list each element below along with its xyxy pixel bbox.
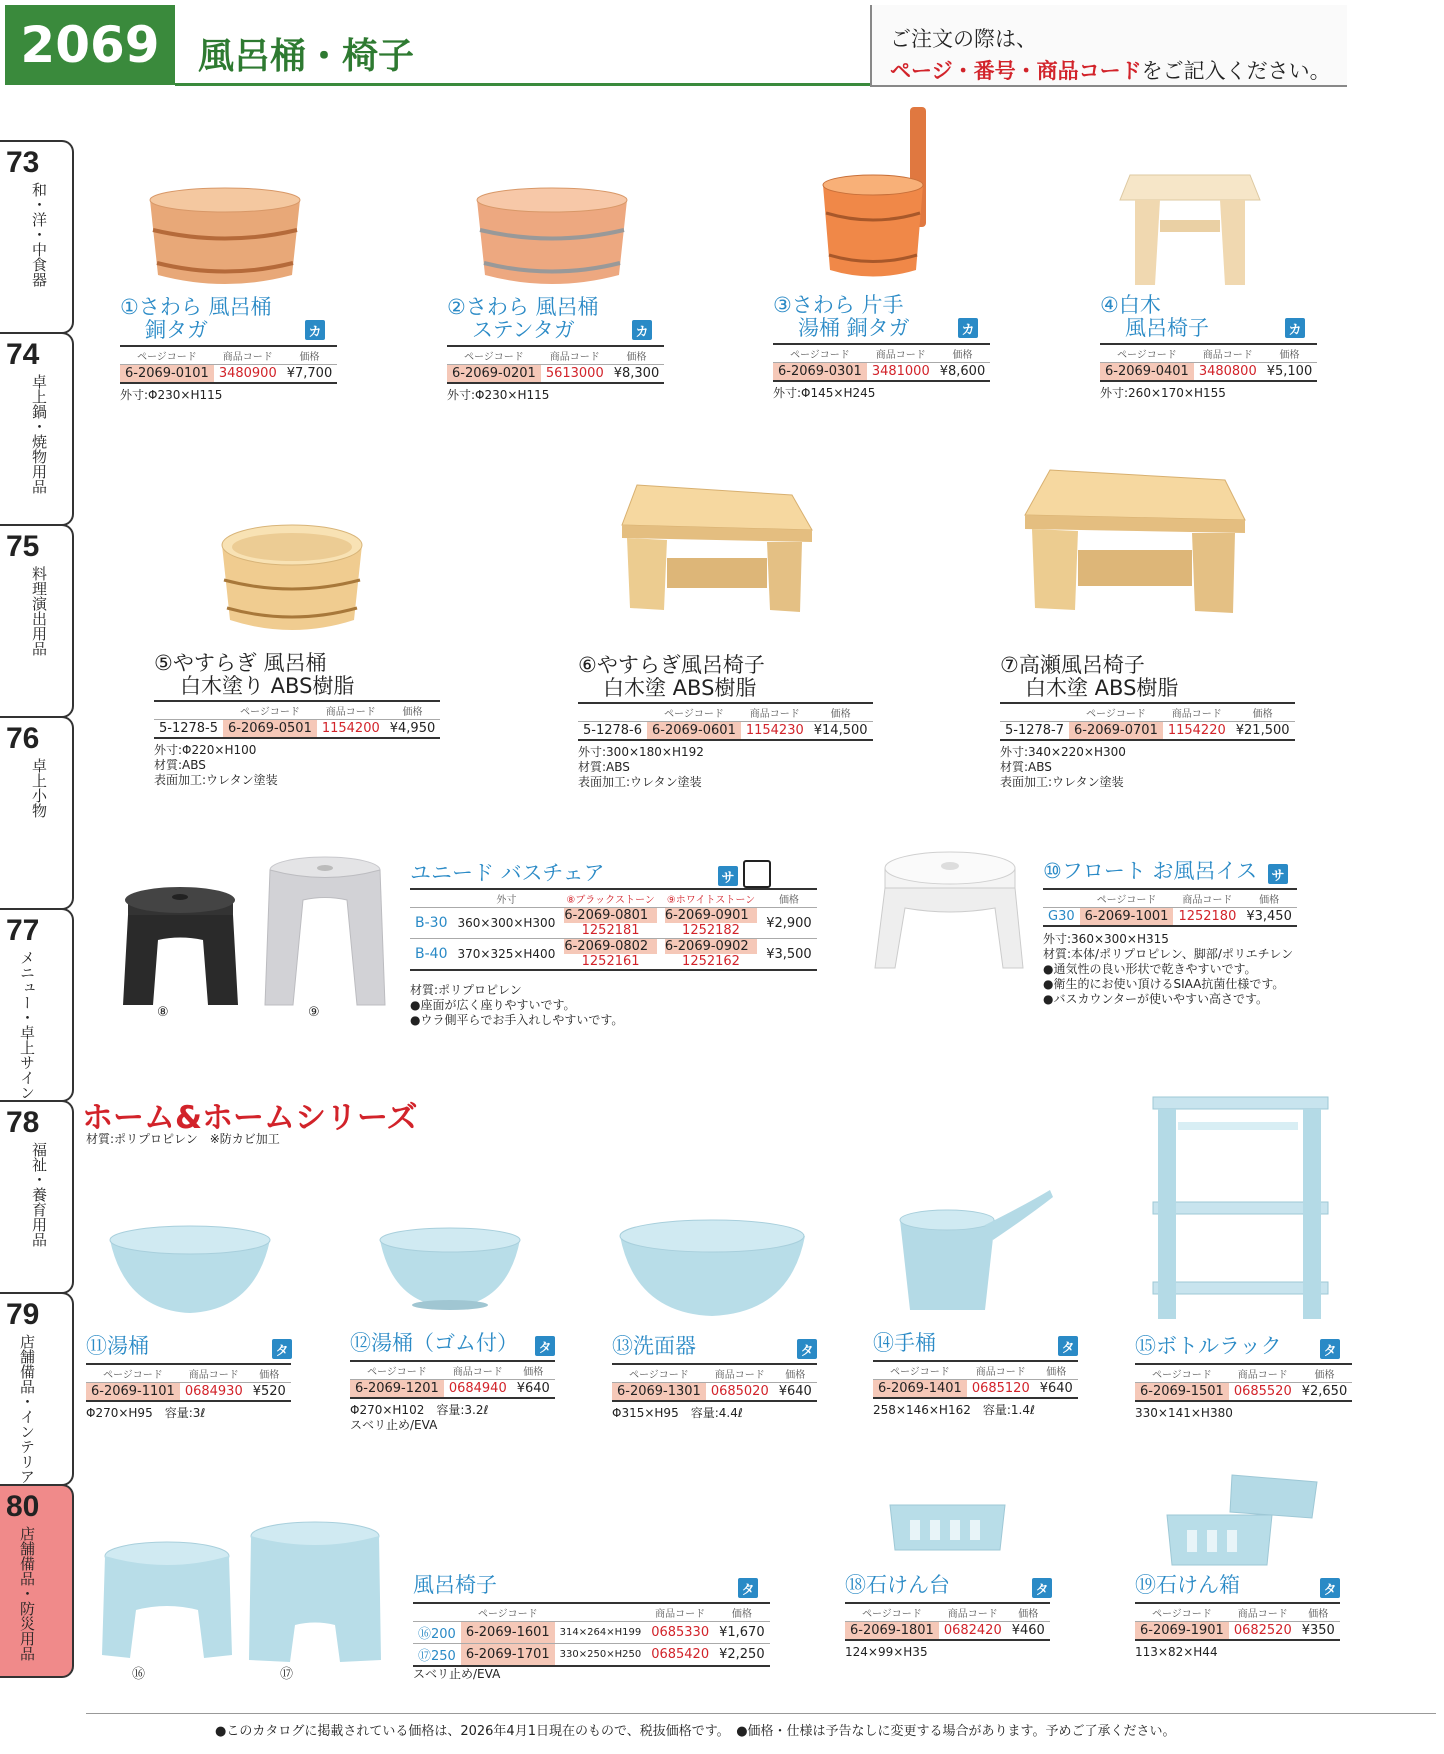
header-product-code: 商品コード — [214, 346, 282, 365]
price: ¥350 — [1297, 1622, 1340, 1641]
reference-code: 5-1278-7 — [1000, 722, 1069, 741]
soap-dish-image — [885, 1495, 1010, 1560]
page-title: 風呂桶・椅子 — [198, 36, 415, 77]
header-page-code: ページコード — [647, 703, 741, 722]
footer-notes — [215, 1720, 1176, 1739]
product-14-title: ⑭手桶 — [873, 1331, 936, 1355]
price: ¥21,500 — [1231, 722, 1295, 741]
yasuragi-stool-image — [612, 480, 812, 615]
price: ¥520 — [248, 1383, 291, 1402]
page-code: 6-2069-1601 — [461, 1622, 555, 1644]
product-code: 0684930 — [180, 1383, 248, 1402]
product-2-title: ②さわら 風呂桶 — [447, 295, 599, 319]
tab-number: 78 — [6, 1106, 40, 1139]
float-bath-chair-image — [875, 848, 1025, 978]
header-price: 価格 — [935, 344, 991, 363]
header-price: 価格 — [774, 1364, 817, 1383]
reference-code: 5-1278-5 — [154, 720, 223, 739]
tab-number: 77 — [6, 914, 40, 947]
product-code: 0684940 — [444, 1380, 512, 1399]
product-4-info: 外寸:260×170×H155 — [1100, 386, 1226, 400]
sidebar-tab-73[interactable] — [0, 140, 74, 334]
product-6-title: ⑥やすらぎ風呂椅子 — [578, 653, 765, 677]
size: 360×300×H300 — [452, 908, 560, 939]
tab-label: 卓上小物 — [30, 758, 48, 818]
float-chair-spec-table — [1043, 888, 1297, 927]
unid-title: ユニード バスチェア — [410, 861, 605, 885]
header-page-code: ページコード — [1135, 1364, 1229, 1383]
label-8: ⑧ — [157, 1005, 169, 1020]
supplier-badge: タ — [738, 1578, 758, 1598]
product-code: 0685520 — [1229, 1383, 1297, 1402]
product-14-spec-table — [873, 1360, 1078, 1399]
label-16: ⑯ — [132, 1667, 146, 1682]
header-page-code: ページコード — [1135, 1603, 1229, 1622]
header-product-code: 商品コード — [1229, 1603, 1297, 1622]
model-b30: B-30 — [410, 908, 452, 939]
sidebar-tab-74[interactable] — [0, 332, 74, 526]
product-1-subtitle: 銅タガ — [145, 318, 208, 342]
feature: ●通気性の良い形状で乾きやすいです。 — [1043, 962, 1257, 976]
page-code: 6-2069-0701 — [1069, 722, 1163, 741]
product-6-subtitle: 白木塗 ABS樹脂 — [603, 676, 757, 700]
series-subtitle: 材質:ポリプロピレン ※防カビ加工 — [86, 1132, 280, 1146]
page-code: 6-2069-0201 — [447, 365, 541, 384]
white-codes — [661, 908, 761, 939]
product-4-subtitle: 風呂椅子 — [1125, 316, 1209, 340]
header-price: 価格 — [385, 701, 441, 720]
header-price: 価格 — [1297, 1603, 1340, 1622]
product-code: 0682420 — [939, 1622, 1007, 1641]
product-1-info: 外寸:Φ230×H115 — [120, 388, 223, 402]
product-4-title: ④白木 — [1100, 293, 1161, 317]
product-7-spec-table — [1000, 702, 1295, 741]
page-code: 6-2069-0802 — [564, 939, 656, 954]
product-5-subtitle: 白木塗り ABS樹脂 — [180, 674, 355, 698]
header-page-code: ページコード — [612, 1364, 706, 1383]
bottle-rack-image — [1148, 1092, 1333, 1322]
page-code: 6-2069-0401 — [1100, 363, 1194, 382]
header-price: 価格 — [1241, 889, 1297, 908]
header-rule — [175, 83, 875, 86]
tab-label: 福祉・養育用品 — [30, 1142, 48, 1247]
sidebar-tab-77[interactable] — [0, 908, 74, 1102]
model-b40: B-40 — [410, 939, 452, 971]
footer-rule — [86, 1713, 1436, 1714]
anti-slip: スベリ止め/EVA — [350, 1418, 438, 1432]
model: G30 — [1043, 908, 1080, 927]
sidebar-tab-76[interactable] — [0, 716, 74, 910]
product-6-info — [578, 745, 704, 790]
black-stone-chair-image — [118, 885, 243, 1015]
header-page-code: ページコード — [773, 344, 867, 363]
price: ¥2,250 — [714, 1644, 770, 1667]
tab-number: 79 — [6, 1298, 40, 1331]
product-11-title: ⑪湯桶 — [86, 1334, 149, 1358]
product-code: 1154220 — [1163, 722, 1231, 741]
product-7-title: ⑦高瀬風呂椅子 — [1000, 653, 1145, 677]
page-code: 6-2069-0801 — [564, 908, 656, 923]
product-13-info: Φ315×H95 容量:4.4ℓ — [612, 1406, 743, 1420]
supplier-badge: タ — [797, 1339, 817, 1359]
page-code: 6-2069-0301 — [773, 363, 867, 382]
header-price: 価格 — [609, 346, 665, 365]
page-code: 6-2069-1801 — [845, 1622, 939, 1641]
size: 370×325×H400 — [452, 939, 560, 971]
supplier-badge: タ — [272, 1339, 292, 1359]
header-product-code: 商品コード — [1229, 1364, 1297, 1383]
product-18-title: ⑱石けん台 — [845, 1573, 950, 1597]
product-2-info: 外寸:Φ230×H115 — [447, 388, 550, 402]
notice-line1: ご注文の際は、 — [890, 27, 1037, 51]
product-code: 1154200 — [317, 720, 385, 739]
header-page-code: ページコード — [120, 346, 214, 365]
price: ¥2,650 — [1297, 1383, 1353, 1402]
product-15-info: 330×141×H380 — [1135, 1406, 1233, 1420]
antibacterial-icon — [743, 860, 771, 888]
header-price: 価格 — [714, 1603, 770, 1622]
price: ¥1,670 — [714, 1622, 770, 1644]
header-product-code: 商品コード — [180, 1364, 248, 1383]
price: ¥4,950 — [385, 720, 441, 739]
header-price: 価格 — [1035, 1361, 1078, 1380]
white-wood-stool-image — [1115, 165, 1265, 290]
header-product-code: 商品コード — [967, 1361, 1035, 1380]
header-price: 価格 — [1007, 1603, 1050, 1622]
product-code: 3480900 — [214, 365, 282, 384]
header-price: 価格 — [1297, 1364, 1353, 1383]
product-18-info: 124×99×H35 — [845, 1645, 928, 1659]
header-page-code: ページコード — [1080, 889, 1174, 908]
price: ¥3,500 — [761, 939, 817, 971]
product-code: 0685330 — [646, 1622, 714, 1644]
feature: ●バスカウンターが使いやすい高さです。 — [1043, 992, 1269, 1006]
sawara-hand-pail-image — [818, 105, 938, 285]
price: ¥640 — [512, 1380, 555, 1399]
bath-stool-spec-table — [413, 1602, 770, 1667]
product-2-subtitle: ステンタガ — [472, 318, 575, 342]
senmenki-image — [615, 1218, 810, 1318]
page-code: 6-2069-0501 — [223, 720, 317, 739]
model-250: ⑰250 — [413, 1644, 461, 1667]
product-5-spec-table — [154, 700, 440, 739]
supplier-badge: タ — [1320, 1578, 1340, 1598]
page-code: 6-2069-1701 — [461, 1644, 555, 1667]
product-code: 0685120 — [967, 1380, 1035, 1399]
header-product-code: 商品コード — [317, 701, 385, 720]
price: ¥8,600 — [935, 363, 991, 382]
header-black: ⑧ブラックストーン — [560, 889, 660, 908]
supplier-badge: タ — [1032, 1578, 1052, 1598]
bath-stool-200-image — [100, 1540, 235, 1665]
float-chair-info — [1043, 932, 1293, 1007]
product-11-info: Φ270×H95 容量:3ℓ — [86, 1406, 206, 1420]
tab-number: 73 — [6, 146, 40, 179]
product-18-spec-table — [845, 1602, 1050, 1641]
product-2-spec-table — [447, 345, 664, 384]
finish: 表面加工:ウレタン塗装 — [1000, 775, 1124, 789]
product-7-subtitle: 白木塗 ABS樹脂 — [1025, 676, 1179, 700]
product-12-info — [350, 1403, 488, 1433]
page-code: 6-2069-1401 — [873, 1380, 967, 1399]
product-19-info: 113×82×H44 — [1135, 1645, 1218, 1659]
page-code: 6-2069-0901 — [665, 908, 757, 923]
white-stone-chair-image — [265, 855, 385, 1015]
header-product-code: 商品コード — [867, 344, 935, 363]
header-product-code: 商品コード — [1194, 344, 1262, 363]
product-code: 3480800 — [1194, 363, 1262, 382]
page-code: 6-2069-0902 — [665, 939, 757, 954]
product-3-spec-table — [773, 343, 990, 382]
page-code: 6-2069-1501 — [1135, 1383, 1229, 1402]
tab-label: 和・洋・中食器 — [30, 182, 48, 287]
page-code: 6-2069-1101 — [86, 1383, 180, 1402]
price: ¥5,100 — [1262, 363, 1318, 382]
header-price: 価格 — [512, 1361, 555, 1380]
header-price: 価格 — [809, 703, 873, 722]
tab-number: 76 — [6, 722, 40, 755]
sawara-bath-tub-steel-image — [472, 185, 632, 290]
header-product-code: 商品コード — [706, 1364, 774, 1383]
supplier-badge: サ — [1268, 864, 1288, 884]
float-chair-title: ⑩フロート お風呂イス — [1043, 859, 1258, 883]
black-codes — [560, 939, 660, 971]
tab-number: 75 — [6, 530, 40, 563]
header-product-code: 商品コード — [741, 703, 809, 722]
price: ¥2,900 — [761, 908, 817, 939]
model-200: ⑯200 — [413, 1622, 461, 1644]
yuoke-image — [105, 1225, 275, 1315]
header-product-code: 商品コード — [1163, 703, 1231, 722]
product-5-title: ⑤やすらぎ 風呂桶 — [154, 651, 327, 675]
feature: ●ウラ側平らでお手入れしやすいです。 — [410, 1013, 624, 1027]
product-1-spec-table — [120, 345, 337, 384]
price: ¥640 — [1035, 1380, 1078, 1399]
notice-rest: をご記入ください。 — [1141, 59, 1331, 83]
product-13-spec-table — [612, 1363, 817, 1402]
sawara-bath-tub-copper-image — [145, 185, 305, 290]
tab-label: メニュー・卓上サイン — [18, 950, 36, 1100]
product-4-spec-table — [1100, 343, 1317, 382]
page-code: 6-2069-1901 — [1135, 1622, 1229, 1641]
header-price: 価格 — [761, 889, 817, 908]
material: 材質:ポリプロピレン — [410, 983, 522, 997]
page-code: 6-2069-1001 — [1080, 908, 1174, 927]
supplier-badge: サ — [718, 866, 738, 886]
header-product-code: 商品コード — [444, 1361, 512, 1380]
product-code: 0685420 — [646, 1644, 714, 1667]
size: Φ270×H102 容量:3.2ℓ — [350, 1403, 489, 1417]
header-price: 価格 — [1262, 344, 1318, 363]
size: 外寸:360×300×H315 — [1043, 932, 1169, 946]
material: 材質:ABS — [154, 758, 206, 772]
header-page-code: ページコード — [350, 1361, 444, 1380]
yasuragi-bath-tub-image — [218, 520, 366, 640]
price: ¥7,700 — [282, 365, 338, 384]
header-page-code: ページコード — [1100, 344, 1194, 363]
bath-stool-250-image — [245, 1520, 385, 1670]
unid-info — [410, 983, 623, 1028]
product-code: 5613000 — [541, 365, 609, 384]
product-code: 1252182 — [682, 923, 740, 938]
footer-note-price: ●このカタログに掲載されている価格は、2026年4月1日現在のもので、税抜価格です。 — [215, 1724, 724, 1739]
label-9: ⑨ — [308, 1005, 320, 1020]
takase-stool-image — [1020, 465, 1245, 615]
label-17: ⑰ — [280, 1667, 294, 1682]
black-codes — [560, 908, 660, 939]
header-page-code: ページコード — [845, 1603, 939, 1622]
size: 外寸:340×220×H300 — [1000, 745, 1126, 759]
product-15-title: ⑮ボトルラック — [1135, 1334, 1282, 1358]
series-title: ホーム&ホームシリーズ — [82, 1100, 418, 1136]
price: ¥8,300 — [609, 365, 665, 384]
tab-number: 74 — [6, 338, 40, 371]
header-page-code: ページコード — [447, 346, 541, 365]
finish: 表面加工:ウレタン塗装 — [154, 773, 278, 787]
header-white: ⑨ホワイトストーン — [661, 889, 761, 908]
price: ¥3,450 — [1241, 908, 1297, 927]
tab-label: 料理演出用品 — [30, 566, 48, 656]
notice-highlight: ページ・番号・商品コード — [890, 59, 1142, 83]
material: 材質:ABS — [1000, 760, 1052, 774]
header-page-code: ページコード — [223, 701, 317, 720]
size: 外寸:300×180×H192 — [578, 745, 704, 759]
supplier-badge: タ — [1320, 1339, 1340, 1359]
header-product-code: 商品コード — [646, 1603, 714, 1622]
product-code: 0682520 — [1229, 1622, 1297, 1641]
product-5-info — [154, 743, 278, 788]
product-3-title: ③さわら 片手 — [773, 293, 904, 317]
size: 314×264×H199 — [555, 1622, 647, 1644]
unid-spec-table — [410, 888, 817, 971]
header-price: 価格 — [1231, 703, 1295, 722]
product-12-title: ⑫湯桶（ゴム付） — [350, 1331, 518, 1355]
header-outer: 外寸 — [452, 889, 560, 908]
product-code: 1252181 — [581, 923, 640, 938]
header-product-code: 商品コード — [939, 1603, 1007, 1622]
white-codes — [661, 939, 761, 971]
feature: ●衛生的にお使い頂けるSIAA抗菌仕様です。 — [1043, 977, 1285, 991]
product-12-spec-table — [350, 1360, 555, 1399]
header-page-code: ページコード — [461, 1603, 555, 1622]
teoke-image — [895, 1185, 1055, 1315]
product-3-subtitle: 湯桶 銅タガ — [798, 316, 910, 340]
sidebar-tab-79[interactable] — [0, 1292, 74, 1486]
product-code: 1252161 — [581, 954, 640, 969]
price: ¥460 — [1007, 1622, 1050, 1641]
bath-stool-info: スベリ止め/EVA — [413, 1667, 501, 1681]
price: ¥640 — [774, 1383, 817, 1402]
product-13-title: ⑬洗面器 — [612, 1334, 696, 1358]
material: 材質:本体/ポリプロピレン、脚部/ポリエチレン — [1043, 947, 1294, 961]
product-19-title: ⑲石けん箱 — [1135, 1573, 1240, 1597]
reference-code: 5-1278-6 — [578, 722, 647, 741]
tab-number: 80 — [6, 1490, 40, 1523]
price: ¥14,500 — [809, 722, 873, 741]
product-1-title: ①さわら 風呂桶 — [120, 295, 272, 319]
header-product-code: 商品コード — [541, 346, 609, 365]
product-15-spec-table — [1135, 1363, 1352, 1402]
supplier-badge: タ — [535, 1336, 555, 1356]
product-code: 1252162 — [682, 954, 740, 969]
page-code: 6-2069-1301 — [612, 1383, 706, 1402]
product-6-spec-table — [578, 702, 873, 741]
tab-label: 店舗備品・インテリア — [18, 1334, 36, 1484]
soap-box-image — [1162, 1470, 1322, 1570]
product-7-info — [1000, 745, 1126, 790]
page-code: 6-2069-0101 — [120, 365, 214, 384]
page-code: 6-2069-0601 — [647, 722, 741, 741]
product-code: 1154230 — [741, 722, 809, 741]
notice-line2 — [890, 55, 1331, 85]
product-19-spec-table — [1135, 1602, 1340, 1641]
header-price: 価格 — [248, 1364, 291, 1383]
product-code: 1252180 — [1173, 908, 1241, 927]
footer-note-spec: ●価格・仕様は予告なしに変更する場合があります。予めご了承ください。 — [736, 1724, 1176, 1739]
feature: ●座面が広く座りやすいです。 — [410, 998, 576, 1012]
sidebar-tab-75[interactable] — [0, 524, 74, 718]
tab-label: 卓上鍋・焼物用品 — [30, 374, 48, 494]
product-14-info: 258×146×H162 容量:1.4ℓ — [873, 1403, 1035, 1417]
header-page-code: ページコード — [873, 1361, 967, 1380]
sidebar-tab-80[interactable] — [0, 1484, 74, 1678]
header-price: 価格 — [282, 346, 338, 365]
header-page-code: ページコード — [1069, 703, 1163, 722]
material: 材質:ABS — [578, 760, 630, 774]
supplier-badge: タ — [1058, 1336, 1078, 1356]
order-notice — [870, 5, 1347, 87]
product-code: 0685020 — [706, 1383, 774, 1402]
sidebar-tab-78[interactable] — [0, 1100, 74, 1294]
product-3-info: 外寸:Φ145×H245 — [773, 386, 876, 400]
page-code: 6-2069-1201 — [350, 1380, 444, 1399]
supplier-badge: カ — [305, 320, 325, 340]
finish: 表面加工:ウレタン塗装 — [578, 775, 702, 789]
header-product-code: 商品コード — [1173, 889, 1241, 908]
size: 330×250×H250 — [555, 1644, 647, 1667]
supplier-badge: カ — [632, 320, 652, 340]
yuoke-rubber-image — [375, 1225, 525, 1310]
tab-label: 店舗備品・防災用品 — [18, 1526, 36, 1661]
size: 外寸:Φ220×H100 — [154, 743, 257, 757]
header-page-code: ページコード — [86, 1364, 180, 1383]
supplier-badge: カ — [958, 318, 978, 338]
product-11-spec-table — [86, 1363, 291, 1402]
product-code: 3481000 — [867, 363, 935, 382]
supplier-badge: カ — [1285, 318, 1305, 338]
bath-stool-title: 風呂椅子 — [413, 1573, 497, 1597]
page-number: 2069 — [5, 5, 175, 85]
